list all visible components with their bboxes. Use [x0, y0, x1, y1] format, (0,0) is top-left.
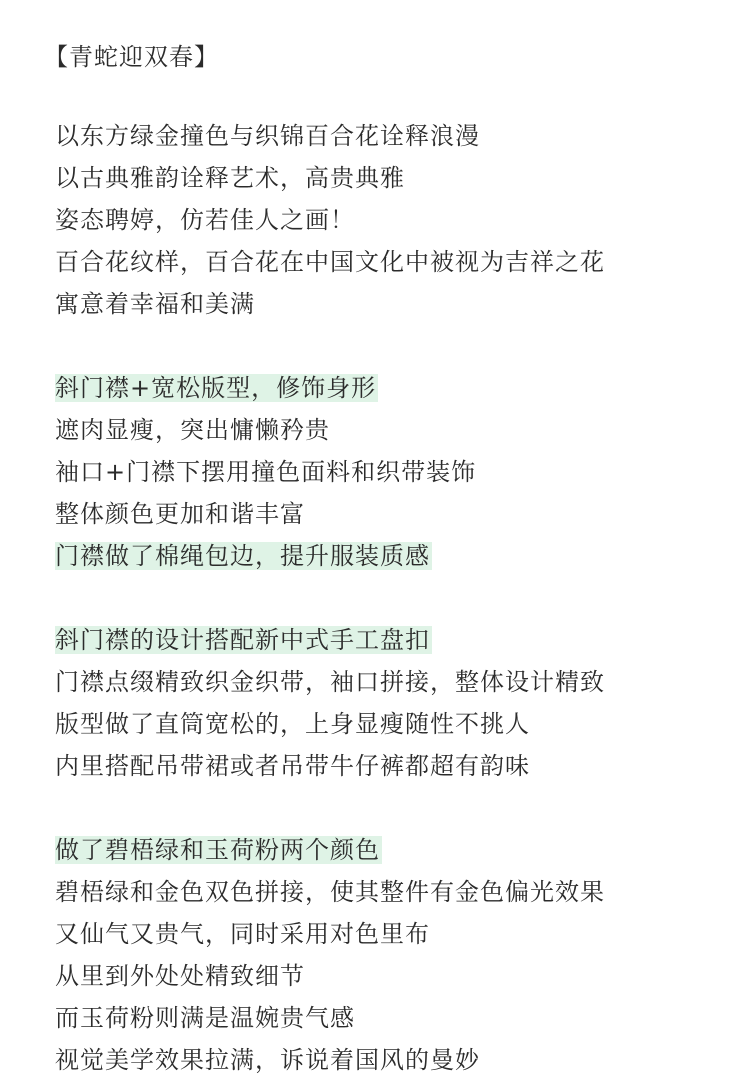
text-line [55, 413, 330, 447]
line-text: 袖口+门襟下摆用撞色面料和织带装饰 [55, 458, 477, 486]
text-line [55, 203, 355, 237]
highlighted-line [55, 371, 378, 405]
text-line [55, 497, 305, 531]
line-text: 而玉荷粉则满是温婉贵气感 [55, 1004, 355, 1032]
text-line [55, 665, 605, 699]
text-line [55, 119, 480, 153]
highlighted-line [55, 539, 432, 573]
text-line [55, 959, 305, 993]
highlighted-text: 斜门襟的设计搭配新中式手工盘扣 [55, 626, 430, 654]
text-line [55, 749, 530, 783]
line-text: 门襟点缀精致织金织带，袖口拼接，整体设计精致 [55, 668, 605, 696]
line-text: 以东方绿金撞色与织锦百合花诠释浪漫 [55, 122, 480, 150]
text-line [55, 245, 605, 279]
highlighted-text: 斜门襟+宽松版型，修饰身形 [55, 374, 377, 402]
text-line [55, 707, 530, 741]
text-line [55, 875, 605, 909]
document-title: 【青蛇迎双春】 [44, 43, 219, 71]
highlighted-text: 做了碧梧绿和玉荷粉两个颜色 [55, 836, 380, 864]
line-text: 视觉美学效果拉满，诉说着国风的曼妙 [55, 1046, 480, 1074]
line-text: 姿态聘婷，仿若佳人之画！ [55, 206, 355, 234]
highlighted-line [55, 833, 382, 867]
highlighted-line [55, 623, 432, 657]
line-text: 整体颜色更加和谐丰富 [55, 500, 305, 528]
text-line [55, 1043, 480, 1077]
text-line [55, 1001, 355, 1035]
text-line [55, 917, 430, 951]
line-text: 百合花纹样，百合花在中国文化中被视为吉祥之花 [55, 248, 605, 276]
line-text: 遮肉显瘦，突出慵懒矜贵 [55, 416, 330, 444]
line-text: 版型做了直筒宽松的，上身显瘦随性不挑人 [55, 710, 530, 738]
highlighted-text: 门襟做了棉绳包边，提升服装质感 [55, 542, 430, 570]
line-text: 内里搭配吊带裙或者吊带牛仔裤都超有韵味 [55, 752, 530, 780]
text-line [55, 455, 476, 489]
line-text: 寓意着幸福和美满 [55, 290, 255, 318]
line-text: 碧梧绿和金色双色拼接，使其整件有金色偏光效果 [55, 878, 605, 906]
line-text: 以古典雅韵诠释艺术，高贵典雅 [55, 164, 405, 192]
text-line [55, 161, 405, 195]
text-line [55, 287, 255, 321]
line-text: 又仙气又贵气，同时采用对色里布 [55, 920, 430, 948]
line-text: 从里到外处处精致细节 [55, 962, 305, 990]
